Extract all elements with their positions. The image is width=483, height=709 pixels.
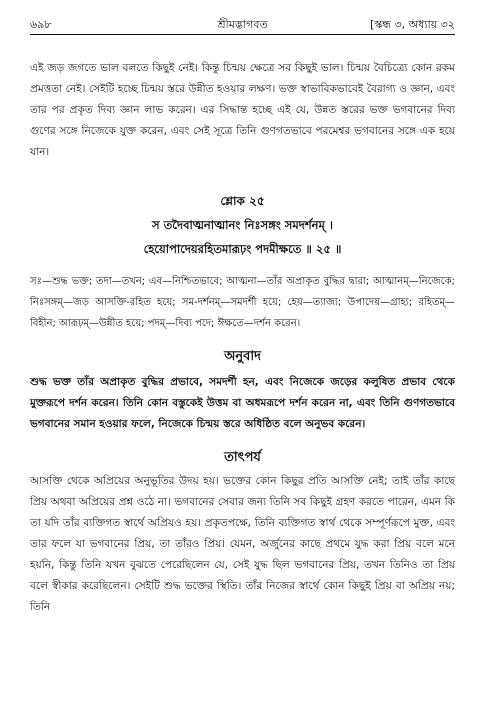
chapter-reference: [স্কন্ধ ৩, অধ্যায় ৩২ [370,18,455,31]
page-number: ৬৯৮ [30,18,52,31]
purport-text: আসক্তি থেকে অপ্রিয়ের অনুভূতির উদয় হয়। ভক্তের কোন কিছুর প্রতি আসক্তি নেই; তাই তাঁর কাছে প্রিয় অথবা অপ্রিয়ের প্রশ্ন ওঠে না। ভগবানের সেবার জন্য তিনি সব কিছুই গ্রহণ করতে পারেন, এমন কি তা যদি তাঁর ব্যক্তিগত স্বার্থে অপ্রিয়ও হয়। প্রকৃতপক্ষে, তিনি ব্যক্তিগত স্বার্থ থেকে সম্পূর্ণরূপে মুক্ত, এবং তার ফলে যা ভগবানের প্রিয়, তা তাঁরও প্রিয়। যেমন, অর্জুনের কাছে প্রথমে যুদ্ধ করা প্রিয় বলে মনে হয়নি, কিন্তু তিনি যখন বুঝতে পেরেছিলেন যে, সেই যুদ্ধ ছিল ভগবানের প্রিয়, তখন তিনিও তা প্রিয় বলে স্বীকার করেছিলেন। সেইটি শুদ্ধ ভক্তের স্থিতি। তাঁর নিজের স্বার্থে কোন কিছুই প্রিয় বা অপ্রিয় নয়; তিনি [30,475,455,613]
page-content [30,58,455,618]
intro-paragraph: এই জড় জগতে ভাল বলতে কিছুই নেই। কিন্তু চিন্ময় ক্ষেত্রে সব কিছুই ভাল। চিন্ময় বৈচিত্র্যে কোন রকম প্রমত্ততা নেই। সেইটি হচ্ছে চিন্ময় স্তরে উন্নীত হওয়ার লক্ষণ। ভক্ত স্বাভাবিকভাবেই বৈরাগ্য ও জ্ঞান, এবং তার পর প্রকৃত দিব্য জ্ঞান লাভ করেন। এর সিদ্ধান্ত হচ্ছে এই যে, উন্নত স্তরের ভক্ত ভগবানের দিব্য গুণের সঙ্গে নিজেকে যুক্ত করেন, এবং সেই সূত্রে তিনি গুণগতভাবে পরমেশ্বর ভগবানের সঙ্গে এক হয়ে যান। [30,62,455,158]
synonyms: সঃ—শুদ্ধ ভক্ত; তদা—তখন; এব—নিশ্চিতভাবে; আত্মনা—তাঁর অপ্রাকৃত বুদ্ধির দ্বারা; আত্মানম্—নিজেকে; নিঃসঙ্গম্—জড় আসক্তি-রহিত হয়ে; সম-দর্শনম্—সমদর্শী হয়ে; হেয়—ত্যাজ্য; উপাদেয়—গ্রাহ্য; রহিতম্—বিহীন; আরূঢ়ম্—উন্নীত হয়ে; পদম্—দিব্য পদে; ঈক্ষতে—দর্শন করেন। [30,276,455,329]
verse-line-2: হেয়োপাদেয়রহিতমারূঢ়ং পদমীক্ষতে ॥ ২৫ ॥ [143,242,342,256]
book-title: শ্রীমদ্ভাগবত [217,18,268,31]
purport-heading: তাৎপর্য [224,450,261,465]
verse-line-1: স তদৈবাত্মনাত্মানং নিঃসঙ্গং সমদর্শনম্ । [151,218,333,232]
translation-text: শুদ্ধ ভক্ত তাঁর অপ্রাকৃত বুদ্ধির প্রভাবে, সমদর্শী হন, এবং নিজেকে জড়ের কলুষিত প্রভাব থেকে মুক্তরূপে দর্শন করেন। তিনি কোন বস্তুকেই উত্তম বা অধমরূপে দর্শন করেন না, এবং তিনি গুণগতভাবে ভগবানের সমান হওয়ার ফলে, নিজেকে চিন্ময় স্তরে অধিষ্ঠিত বলে অনুভব করেন। [30,376,455,430]
translation-heading: অনুবাদ [224,349,261,364]
page-header [30,16,455,34]
header-rule [30,34,455,35]
verse-block [30,189,455,261]
verse-heading: শ্লোক ২৫ [220,194,265,208]
